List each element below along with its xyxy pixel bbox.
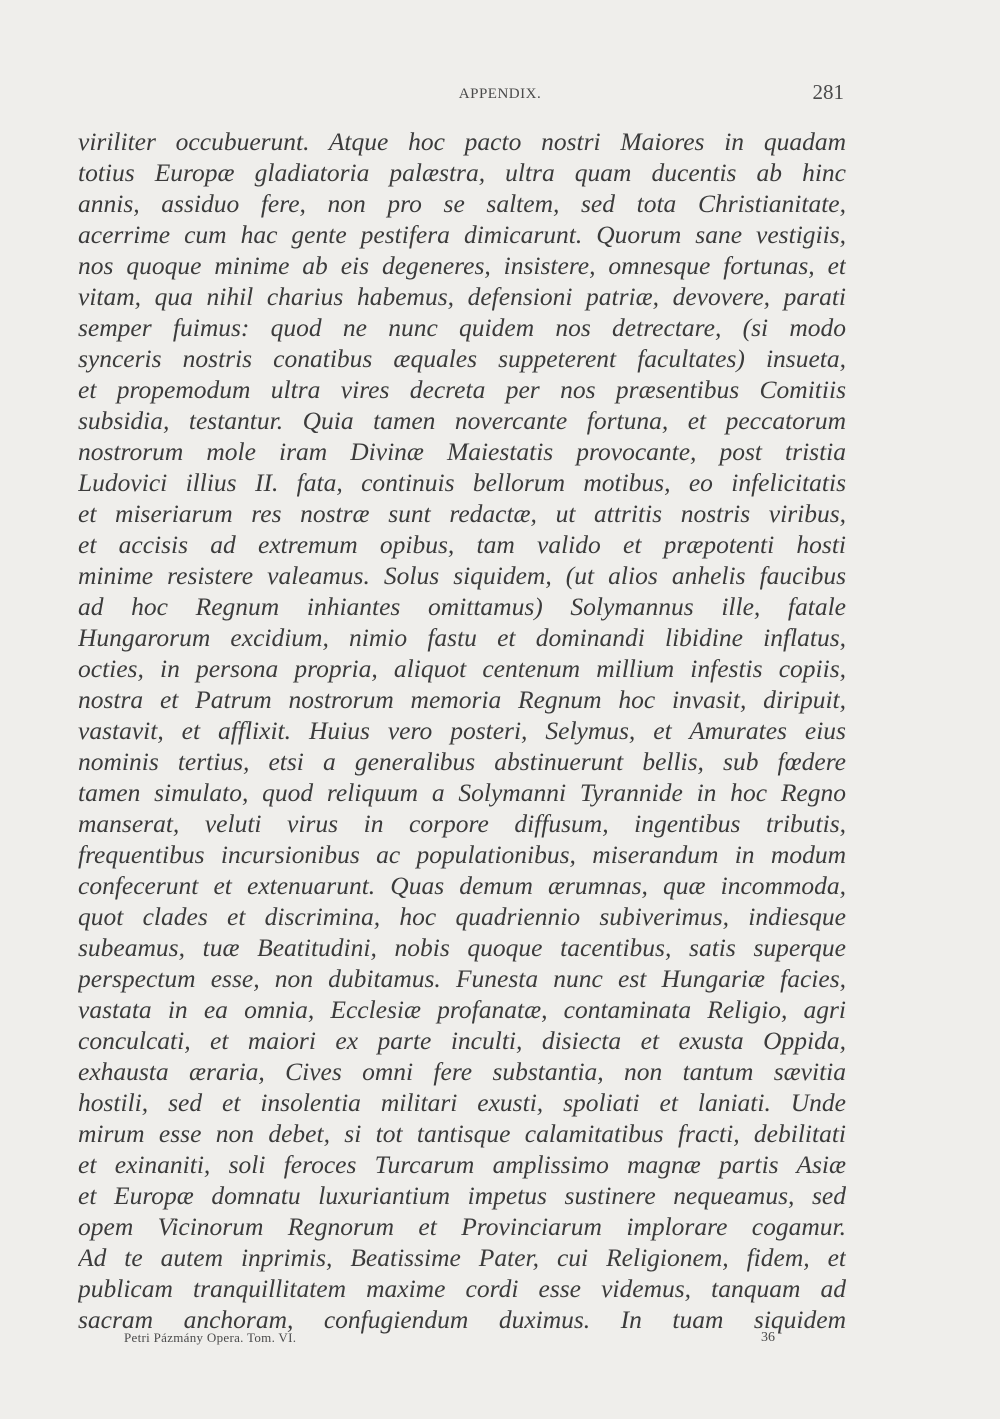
text-line: opem Vicinorum Regnorum et Provinciarum implorare cogamur. bbox=[78, 1212, 846, 1241]
text-line: minime resistere valeamus. Solus siquidem, (ut alios anhelis faucibus bbox=[78, 561, 846, 590]
text-line: Ad te autem inprimis, Beatissime Pater, cui Religionem, fidem, et bbox=[78, 1243, 846, 1272]
text-line: quot clades et discrimina, hoc quadriennio subiverimus, indiesque bbox=[78, 902, 846, 931]
text-line: Hungarorum excidium, nimio fastu et dominandi libidine inflatus, bbox=[78, 623, 846, 652]
text-line: vitam, qua nihil charius habemus, defensioni patriæ, devovere, parati bbox=[78, 282, 846, 311]
text-line: subsidia, testantur. Quia tamen novercante fortuna, et peccatorum bbox=[78, 406, 846, 435]
text-line: manserat, veluti virus in corpore diffusum, ingentibus tributis, bbox=[78, 809, 846, 838]
text-line: nos quoque minime ab eis degeneres, insistere, omnesque fortunas, et bbox=[78, 251, 846, 280]
text-line: vastata in ea omnia, Ecclesiæ profanatæ, contaminata Religio, agri bbox=[78, 995, 846, 1024]
text-line: octies, in persona propria, aliquot centenum millium infestis copiis, bbox=[78, 654, 846, 683]
text-line: frequentibus incursionibus ac populationibus, miserandum in modum bbox=[78, 840, 846, 869]
text-line: Ludovici illius II. fata, continuis bellorum motibus, eo infelicitatis bbox=[78, 468, 846, 497]
footer-sheet-number: 36 bbox=[761, 1330, 775, 1345]
text-line: et miseriarum res nostræ sunt redactæ, ut attritis nostris viribus, bbox=[78, 499, 846, 528]
text-line: nostrorum mole iram Divinæ Maiestatis provocante, post tristia bbox=[78, 437, 846, 466]
text-line: et propemodum ultra vires decreta per nos præsentibus Comitiis bbox=[78, 375, 846, 404]
text-line: nostra et Patrum nostrorum memoria Regnum hoc invasit, diripuit, bbox=[78, 685, 846, 714]
running-header bbox=[0, 80, 1000, 110]
text-line: viriliter occubuerunt. Atque hoc pacto nostri Maiores in quadam bbox=[78, 127, 846, 156]
page-footer bbox=[0, 1330, 1000, 1352]
text-line: exhausta æraria, Cives omni fere substantia, non tantum sævitia bbox=[78, 1057, 846, 1086]
text-line: sacram anchoram, confugiendum duximus. In tuam siquidem bbox=[78, 1305, 846, 1334]
text-line: et accisis ad extremum opibus, tam valido et præpotenti hosti bbox=[78, 530, 846, 559]
text-line: publicam tranquillitatem maxime cordi esse videmus, tanquam ad bbox=[78, 1274, 846, 1303]
text-line: hostili, sed et insolentia militari exusti, spoliati et laniati. Unde bbox=[78, 1088, 846, 1117]
running-title: APPENDIX. bbox=[458, 86, 542, 102]
text-line: semper fuimus: quod ne nunc quidem nos detrectare, (si modo bbox=[78, 313, 846, 342]
footer-signature: Petri Pázmány Opera. Tom. VI. bbox=[124, 1330, 297, 1345]
page-number: 281 bbox=[812, 80, 844, 104]
text-line: ad hoc Regnum inhiantes omittamus) Solymannus ille, fatale bbox=[78, 592, 846, 621]
text-line: synceris nostris conatibus æquales suppeterent facultates) insueta, bbox=[78, 344, 846, 373]
text-line: totius Europæ gladiatoria palæstra, ultra quam ducentis ab hinc bbox=[78, 158, 846, 187]
text-line: acerrime cum hac gente pestifera dimicarunt. Quorum sane vestigiis, bbox=[78, 220, 846, 249]
text-line: subeamus, tuæ Beatitudini, nobis quoque tacentibus, satis superque bbox=[78, 933, 846, 962]
text-line: conculcati, et maiori ex parte inculti, disiecta et exusta Oppida, bbox=[78, 1026, 846, 1055]
text-line: mirum esse non debet, si tot tantisque calamitatibus fracti, debilitati bbox=[78, 1119, 846, 1148]
body-text bbox=[78, 126, 846, 1335]
text-line: vastavit, et afflixit. Huius vero posteri, Selymus, et Amurates eius bbox=[78, 716, 846, 745]
text-line: annis, assiduo fere, non pro se saltem, sed tota Christianitate, bbox=[78, 189, 846, 218]
text-line: et Europæ domnatu luxuriantium impetus sustinere nequeamus, sed bbox=[78, 1181, 846, 1210]
text-line: confecerunt et extenuarunt. Quas demum ærumnas, quæ incommoda, bbox=[78, 871, 846, 900]
text-line: nominis tertius, etsi a generalibus abstinuerunt bellis, sub fœdere bbox=[78, 747, 846, 776]
text-line: perspectum esse, non dubitamus. Funesta nunc est Hungariæ facies, bbox=[78, 964, 846, 993]
text-line: tamen simulato, quod reliquum a Solymanni Tyrannide in hoc Regno bbox=[78, 778, 846, 807]
text-line: et exinaniti, soli feroces Turcarum amplissimo magnæ partis Asiæ bbox=[78, 1150, 846, 1179]
